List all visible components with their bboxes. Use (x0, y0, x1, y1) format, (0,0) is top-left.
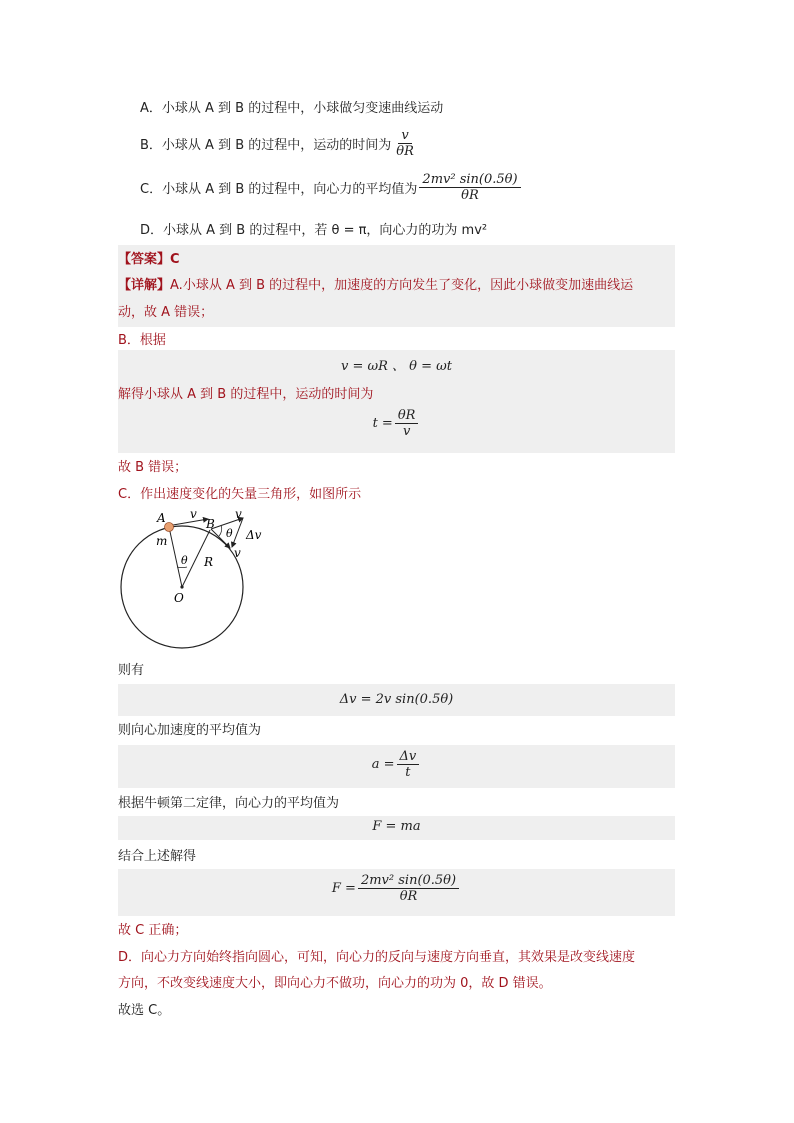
label-v-b: v (235, 507, 242, 521)
option-c-denominator: θR (461, 188, 479, 203)
detail-b-text2: 解得小球从 A 到 B 的过程中，运动的时间为 (118, 387, 374, 402)
option-b-text: B．小球从 A 到 B 的过程中，运动的时间为 (140, 138, 392, 153)
label-v-a: v (190, 507, 197, 521)
detail-a-line2: 动，故 A 错误； (118, 305, 214, 320)
label-o: O (174, 591, 184, 605)
label-b: B (206, 517, 215, 531)
detail-d-line1: D．向心力方向始终指向圆心，可知，向心力的反向与速度方向垂直，其效果是改变线速度 (118, 950, 636, 965)
option-c-numerator: 2mv² sin(0.5θ) (419, 172, 520, 188)
label-m: m (156, 534, 168, 548)
detail-c-text1: 则有 (118, 663, 145, 678)
delta-v-arrow (232, 518, 243, 547)
detail-c-formula4-lhs: F = (331, 881, 356, 896)
option-a: A．小球从 A 到 B 的过程中，小球做匀变速曲线运动 (140, 101, 444, 116)
detail-c-formula1: Δv = 2v sin(0.5θ) (339, 692, 454, 707)
detail-c-formula4 (118, 873, 675, 904)
answer-value: C (170, 252, 180, 267)
detail-b-formula2-fraction (395, 408, 419, 439)
answer-line (118, 248, 180, 267)
label-r: R (204, 555, 214, 569)
detail-a-line1 (118, 274, 633, 293)
detail-d-line2: 方向，不改变线速度大小，即向心力不做功，向心力的功为 0，故 D 错误。 (118, 976, 552, 991)
option-b-denominator: θR (396, 144, 414, 159)
detail-c-text2: 则向心加速度的平均值为 (118, 723, 262, 738)
detail-b-conclusion: 故 B 错误； (118, 460, 188, 475)
detail-c-formula4-fraction (358, 873, 459, 904)
label-theta-b: θ (226, 527, 233, 540)
ball-icon (165, 523, 174, 532)
detail-c-formula2-lhs: a = (371, 757, 395, 772)
option-c (140, 172, 523, 203)
angle-arc-b (219, 525, 222, 536)
option-b-fraction (393, 128, 417, 159)
detail-label: 【详解】 (118, 278, 171, 293)
detail-c-formula2 (118, 749, 675, 780)
label-a: A (157, 511, 166, 525)
detail-c-text4: 结合上述解得 (118, 849, 197, 864)
detail-a-text1: A.小球从 A 到 B 的过程中，加速度的方向发生了变化，因此小球做变加速曲线运 (170, 278, 634, 293)
detail-b-formula2 (118, 408, 675, 439)
final-answer: 故选 C。 (118, 1003, 171, 1018)
answer-label: 【答案】 (118, 252, 171, 267)
detail-b-head: B．根据 (118, 333, 166, 348)
detail-b-formula2-lhs: t = (372, 416, 393, 431)
label-v-shifted: v (234, 546, 241, 560)
detail-b-formula2-num: θR (395, 408, 419, 424)
detail-b-formula1: v = ωR 、 θ = ωt (341, 359, 452, 374)
detail-c-text3: 根据牛顿第二定律，向心力的平均值为 (118, 796, 340, 811)
detail-c-formula3: F = ma (372, 819, 421, 834)
detail-c-formula2-num: Δv (397, 749, 420, 765)
detail-b-formula2-den: v (402, 424, 411, 439)
detail-c-formula2-den: t (405, 765, 411, 780)
option-b-numerator: v (398, 128, 411, 144)
angle-arc-o (177, 567, 187, 568)
detail-c-formula4-den: θR (399, 889, 418, 904)
option-c-text: C．小球从 A 到 B 的过程中，向心力的平均值为 (140, 182, 418, 197)
detail-c-conclusion: 故 C 正确； (118, 923, 188, 938)
detail-c-formula4-num: 2mv² sin(0.5θ) (358, 873, 459, 889)
center-point (180, 585, 183, 588)
detail-c-formula2-fraction (397, 749, 420, 780)
option-b (140, 128, 419, 159)
label-delta-v: Δv (246, 528, 262, 542)
detail-c-head: C．作出速度变化的矢量三角形，如图所示 (118, 487, 362, 502)
circle-figure (118, 505, 288, 655)
option-d: D．小球从 A 到 B 的过程中，若 θ = π，向心力的功为 mv² (140, 223, 488, 238)
label-theta-o: θ (181, 554, 188, 567)
option-c-fraction (419, 172, 520, 203)
